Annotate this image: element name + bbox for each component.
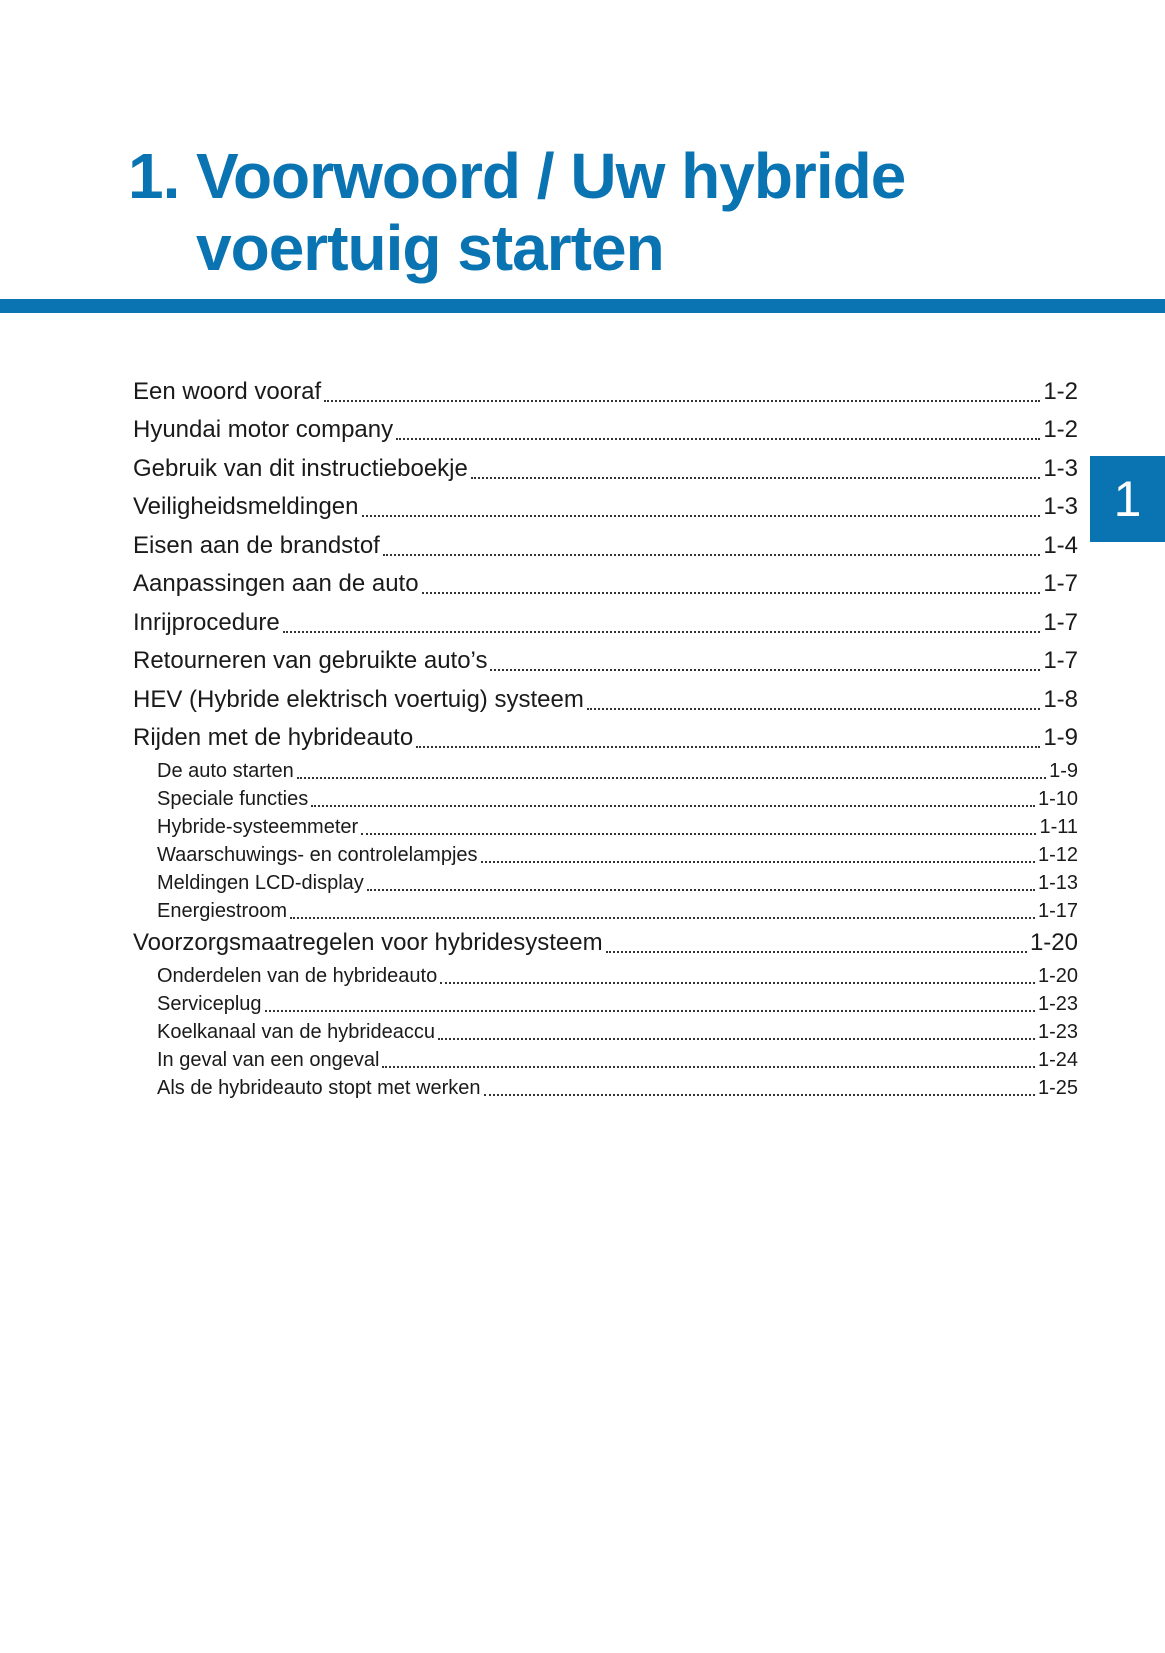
- toc-entry-page: 1-23: [1037, 993, 1078, 1015]
- toc-entry-page: 1-12: [1037, 844, 1078, 866]
- dot-leader: [587, 708, 1041, 710]
- toc-entry[interactable]: [133, 963, 1078, 991]
- toc-entry-label: Inrijprocedure: [133, 608, 280, 636]
- dot-leader: [606, 951, 1027, 953]
- toc-entry-page: 1-24: [1037, 1049, 1078, 1071]
- toc-entry[interactable]: [133, 720, 1078, 759]
- toc-entry[interactable]: [133, 489, 1078, 528]
- toc-entry-page: 1-2: [1043, 377, 1078, 405]
- toc-entry[interactable]: [133, 842, 1078, 870]
- toc-entry-label: Veiligheidsmeldingen: [133, 493, 359, 520]
- toc-entry-label: Een woord vooraf: [133, 377, 322, 405]
- toc-entry[interactable]: [133, 898, 1078, 926]
- toc-entry[interactable]: [133, 1047, 1078, 1075]
- toc-entry-page: 1-7: [1043, 570, 1078, 597]
- chapter-side-tab: 1: [1090, 456, 1165, 542]
- chapter-title-line2: voertuig starten: [196, 212, 664, 284]
- chapter-number: 1.: [128, 140, 180, 212]
- toc-entry-page: 1-20: [1037, 965, 1078, 987]
- toc-entry-page: 1-3: [1043, 493, 1078, 520]
- dot-leader: [471, 477, 1040, 479]
- dot-leader: [362, 515, 1041, 517]
- toc-entry-label: De auto starten: [157, 760, 294, 782]
- dot-leader: [290, 917, 1035, 919]
- chapter-title-line1: Voorwoord / Uw hybride: [196, 140, 906, 212]
- dot-leader: [416, 746, 1040, 748]
- dot-leader: [265, 1010, 1035, 1012]
- toc-entry[interactable]: [133, 604, 1078, 643]
- toc-entry-label: HEV (Hybride elektrisch voertuig) systeem: [133, 685, 584, 713]
- toc-entry[interactable]: [133, 373, 1078, 412]
- toc-entry-label: Eisen aan de brandstof: [133, 531, 380, 559]
- toc-entry[interactable]: [133, 1075, 1078, 1103]
- toc-entry-page: 1-4: [1043, 531, 1078, 559]
- toc-entry-page: 1-9: [1049, 760, 1078, 782]
- toc-entry[interactable]: [133, 991, 1078, 1019]
- table-of-contents: [133, 373, 1078, 1103]
- dot-leader: [440, 982, 1035, 984]
- dot-leader: [361, 833, 1036, 835]
- toc-entry[interactable]: [133, 758, 1078, 786]
- toc-entry-label: Voorzorgsmaatregelen voor hybridesysteem: [133, 929, 603, 956]
- toc-entry[interactable]: [133, 814, 1078, 842]
- toc-entry-page: 1-23: [1037, 1021, 1078, 1043]
- toc-entry[interactable]: [133, 926, 1078, 963]
- toc-entry-page: 1-17: [1037, 900, 1078, 922]
- toc-entry[interactable]: [133, 527, 1078, 566]
- dot-leader: [367, 889, 1035, 891]
- dot-leader: [396, 438, 1040, 440]
- toc-entry-label: In geval van een ongeval: [157, 1049, 380, 1071]
- toc-entry[interactable]: [133, 870, 1078, 898]
- toc-entry-page: 1-25: [1037, 1077, 1078, 1099]
- toc-entry-label: Aanpassingen aan de auto: [133, 570, 419, 597]
- toc-entry-page: 1-8: [1043, 685, 1078, 713]
- dot-leader: [383, 554, 1040, 556]
- dot-leader: [324, 400, 1040, 402]
- toc-entry[interactable]: [133, 450, 1078, 489]
- dot-leader: [283, 631, 1041, 633]
- toc-entry-label: Retourneren van gebruikte auto’s: [133, 647, 488, 674]
- toc-entry-page: 1-7: [1043, 647, 1078, 674]
- toc-entry-label: Serviceplug: [157, 993, 262, 1015]
- toc-entry-label: Als de hybrideauto stopt met werken: [157, 1077, 481, 1099]
- toc-entry-label: Gebruik van dit instructieboekje: [133, 454, 468, 482]
- toc-entry-page: 1-9: [1043, 724, 1078, 751]
- toc-entry[interactable]: [133, 786, 1078, 814]
- dot-leader: [297, 777, 1046, 779]
- toc-entry[interactable]: [133, 566, 1078, 605]
- toc-entry-label: Energiestroom: [157, 900, 288, 922]
- toc-entry-label: Speciale functies: [157, 788, 309, 810]
- toc-entry-label: Meldingen LCD-display: [157, 872, 364, 894]
- toc-entry[interactable]: [133, 681, 1078, 720]
- toc-entry-label: Koelkanaal van de hybrideaccu: [157, 1021, 435, 1043]
- dot-leader: [490, 669, 1040, 671]
- toc-entry-page: 1-11: [1039, 816, 1078, 838]
- chapter-title: [128, 140, 905, 284]
- toc-entry-page: 1-20: [1029, 929, 1078, 956]
- toc-entry-page: 1-13: [1037, 872, 1078, 894]
- toc-entry[interactable]: [133, 1019, 1078, 1047]
- dot-leader: [484, 1094, 1035, 1096]
- dot-leader: [481, 861, 1035, 863]
- dot-leader: [422, 592, 1041, 594]
- toc-entry-label: Rijden met de hybrideauto: [133, 724, 414, 751]
- toc-entry-page: 1-3: [1043, 454, 1078, 482]
- toc-entry-label: Waarschuwings- en controlelampjes: [157, 844, 478, 866]
- toc-entry-label: Onderdelen van de hybrideauto: [157, 965, 438, 987]
- dot-leader: [311, 805, 1035, 807]
- toc-entry-label: Hyundai motor company: [133, 416, 394, 443]
- title-divider: [0, 299, 1165, 313]
- toc-entry[interactable]: [133, 643, 1078, 682]
- dot-leader: [382, 1066, 1035, 1068]
- toc-entry[interactable]: [133, 412, 1078, 451]
- toc-entry-page: 1-7: [1043, 608, 1078, 636]
- toc-entry-page: 1-10: [1037, 788, 1078, 810]
- dot-leader: [438, 1038, 1035, 1040]
- toc-entry-page: 1-2: [1043, 416, 1078, 443]
- toc-entry-label: Hybride-systeemmeter: [157, 816, 359, 838]
